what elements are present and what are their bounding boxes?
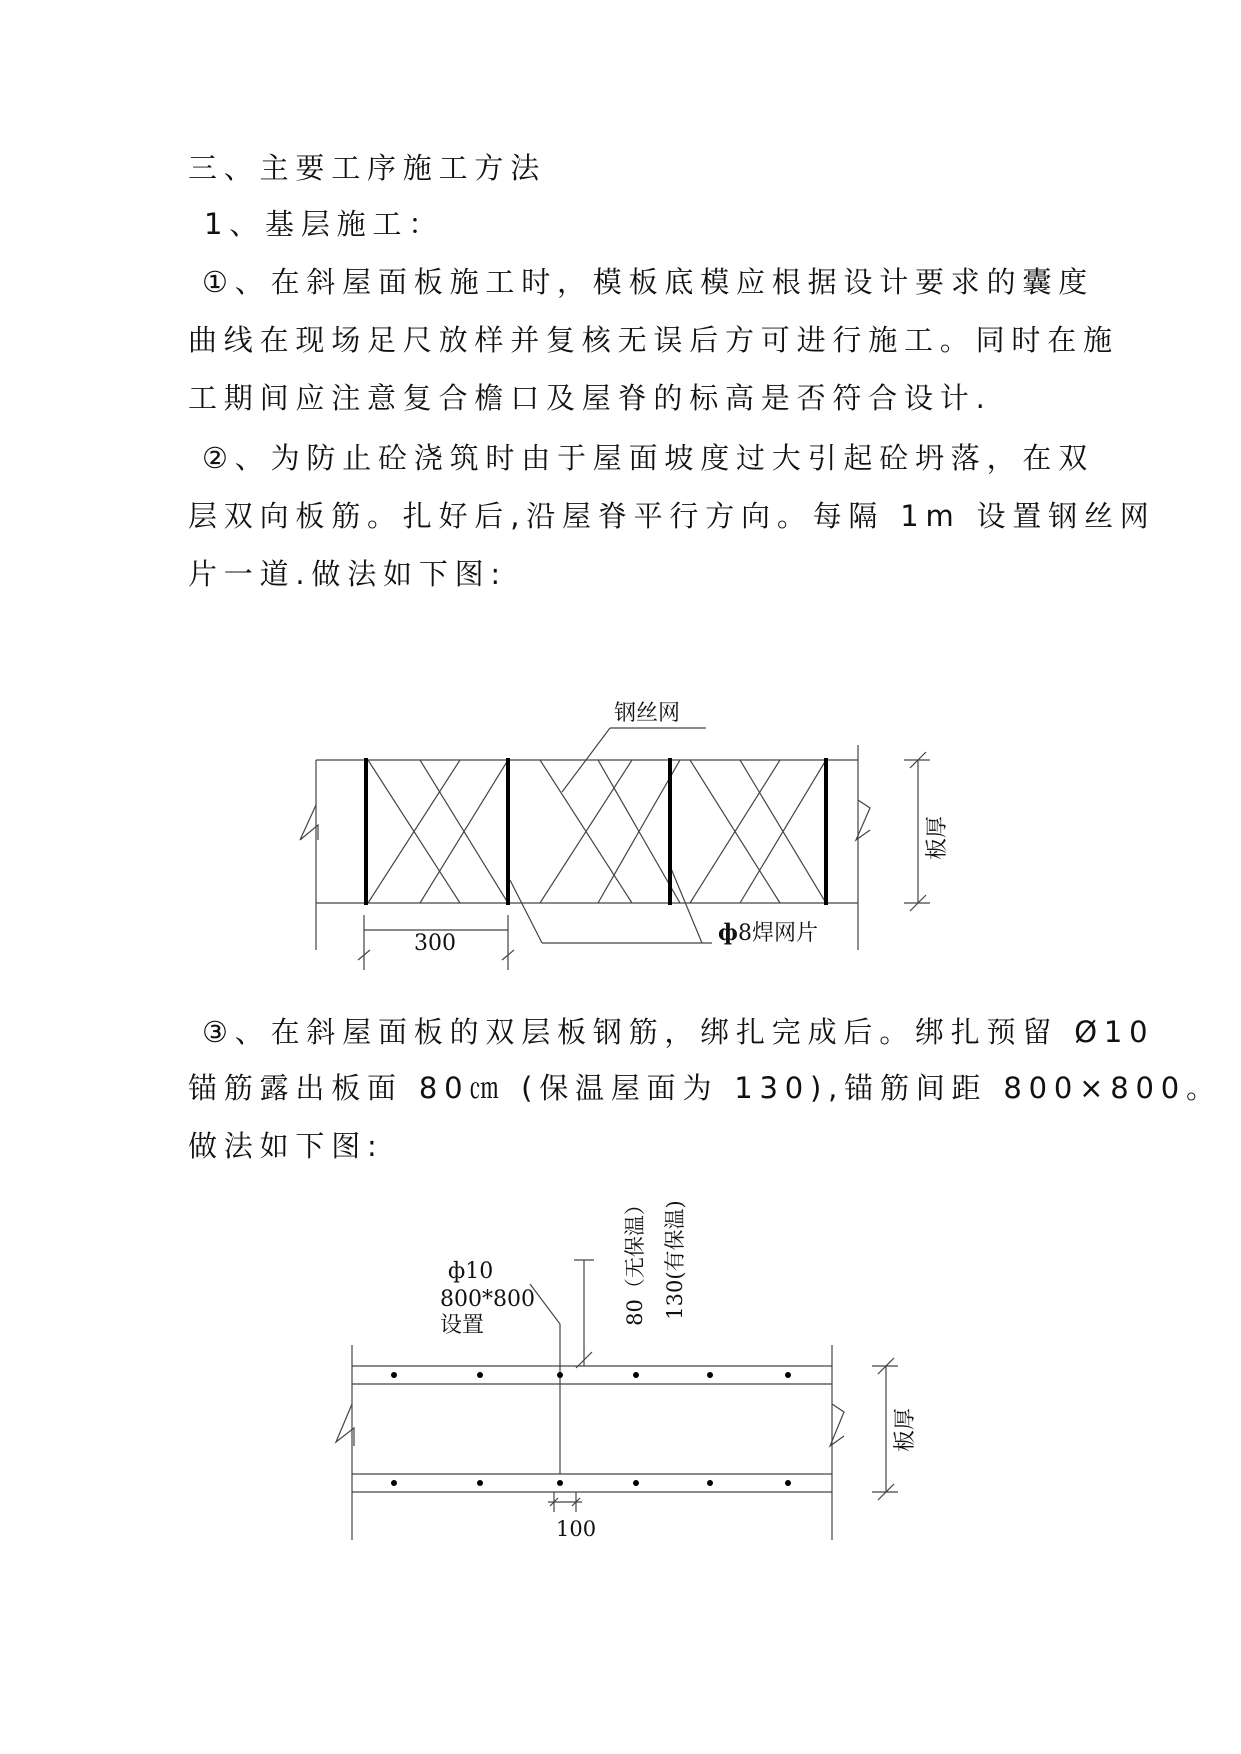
paragraph-1-line-2: 曲线在现场足尺放样并复核无误后方可进行施工。同时在施 — [188, 323, 1119, 357]
dim-100: 100 — [556, 1517, 597, 1541]
paragraph-2-line-1: ②、为防止砼浇筑时由于屋面坡度过大引起砼坍落，在双 — [202, 441, 1094, 475]
label-insulation-130: 130(有保温) — [663, 1200, 687, 1320]
paragraph-3-line-2: 锚筋露出板面 80㎝ (保温屋面为 130),锚筋间距 800×800。 — [188, 1071, 1222, 1105]
paragraph-1-line-1: ①、在斜屋面板施工时，模板底模应根据设计要求的囊度 — [202, 265, 1094, 299]
label-weld-mesh: 8焊网片 — [738, 921, 818, 946]
paragraph-3-line-1: ③、在斜屋面板的双层板钢筋，绑扎完成后。绑扎预留 Ø10 — [202, 1015, 1155, 1049]
label-slab-thickness-2: 板厚 — [893, 1407, 918, 1453]
dim-spacing-300: 300 — [414, 931, 456, 956]
label-grid-spacing: 800*800 — [440, 1287, 535, 1312]
paragraph-2-line-3: 片一道.做法如下图: — [188, 557, 507, 591]
weld-symbol: ф — [718, 920, 738, 946]
subsection-title: 1、基层施工： — [204, 207, 445, 241]
paragraph-3-line-3: 做法如下图: — [188, 1129, 384, 1163]
label-no-insulation-80: 80（无保温） — [623, 1194, 647, 1326]
section-heading: 三、主要工序施工方法 — [188, 151, 547, 185]
paragraph-2-line-2: 层双向板筋。扎好后,沿屋脊平行方向。每隔 1m 设置钢丝网 — [188, 499, 1156, 533]
label-set: 设置 — [440, 1313, 485, 1338]
label-slab-thickness: 板厚 — [925, 815, 950, 861]
paragraph-1-line-3: 工期间应注意复合檐口及屋脊的标高是否符合设计. — [188, 381, 992, 415]
label-wire-mesh: 钢丝网 — [614, 701, 681, 726]
label-bar-diameter: ф10 — [448, 1259, 494, 1284]
